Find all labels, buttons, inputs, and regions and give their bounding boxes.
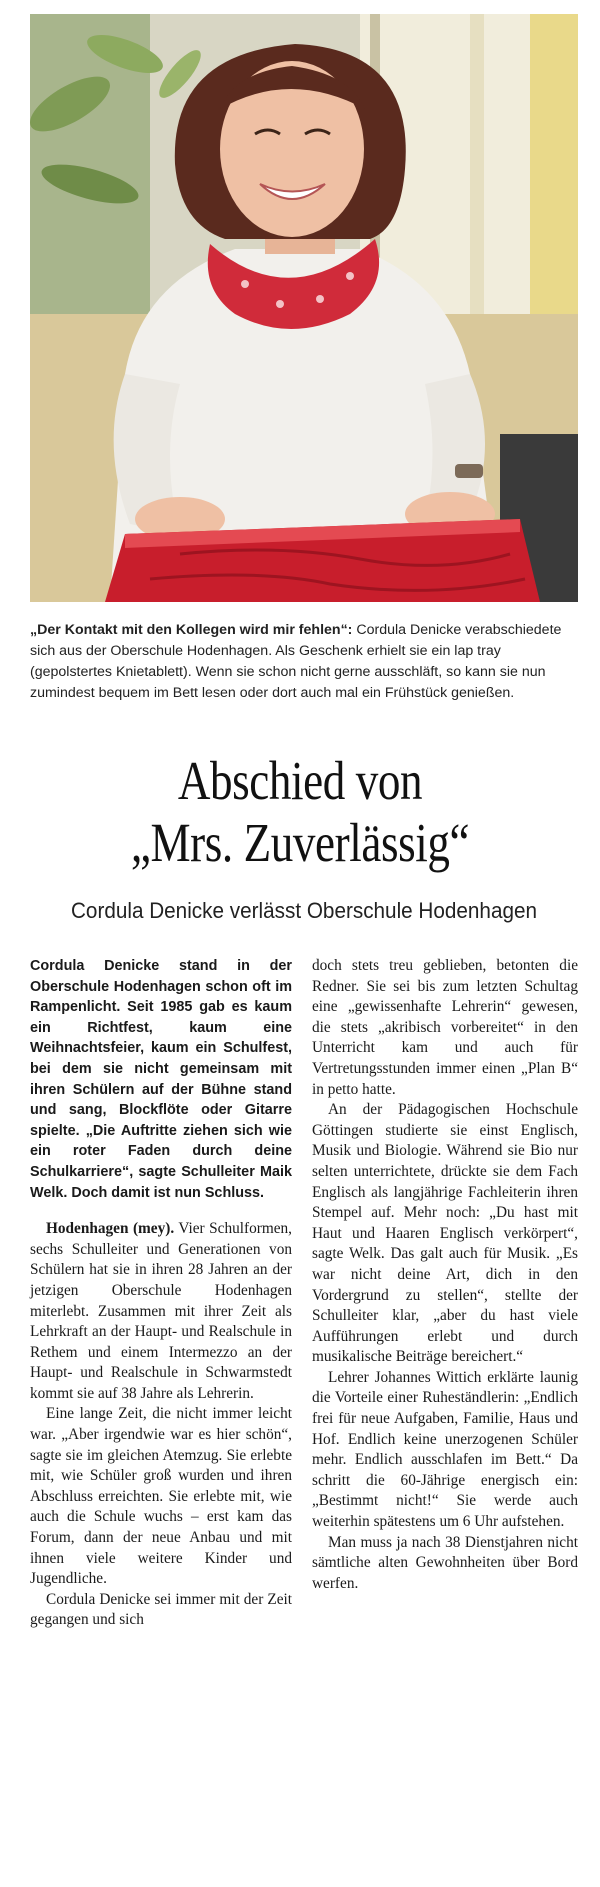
article-paragraph: Man muss ja nach 38 Dienstjahren nicht sämtliche alten Gewohnheiten über Bord werfen. (312, 1533, 578, 1592)
article-column-right (312, 956, 578, 1594)
article-paragraph (30, 1219, 292, 1404)
photo-caption (30, 620, 578, 704)
headline-line-1: Abschied von (177, 750, 423, 811)
article-paragraph: An der Pädagogischen Hochschule Göttingen studierte sie einst Englisch, Musik und Biologie. Während sie Bio nur selten unterrichtete, drückte sie dem Fach Englisch als langjährige Fachleiterin ihren Stempel auf. Mehr noch: „Du hast mit Haut und Haaren Englisch verkörpert“, sagte Welk. Das galt auch für Musik. „Es war nicht deine Art, dich in den Vordergrund zu stellen“, stellte der Schulleiter klar, „aber du hast viele Aufführungen erlebt und durch musikalische Beiträge bereichert.“ (312, 1101, 578, 1366)
article-paragraph: Lehrer Johannes Wittich erklärte launig die Vorteile einer Ruheständlerin: „Endlich frei für neue Aufgaben, Familie, Haus und Hof. Endlich keine unerzogenen Schüler mehr. Endlich ausschlafen im Bett.“ Da schritt die 60-Jährige energisch ein: „Bestimmt nicht!“ Sie werde auch weiterhin spätestens um 6 Uhr aufstehen. (312, 1368, 578, 1531)
caption-text: Cordula Denicke verabschiedete sich aus der Oberschule Hodenhagen. Als Geschenk erhielt sie ein lap tray (gepolstertes Knietablett). Wenn sie schon nicht gerne ausschläft, so kann sie nun zumindest bequem im Bett lesen oder dort auch mal ein Frühstück genießen. (30, 622, 562, 701)
dateline: Hodenhagen (mey). (46, 1220, 175, 1238)
article-lead: Cordula Denicke stand in der Oberschule Hodenhagen schon oft im Rampenlicht. Seit 1985 gab es kaum ein Richtfest, kaum eine Weihnachtsfeier, kaum ein Schulfest, bei dem sie nicht gemeinsam mit ihren Schülern auf der Bühne stand und sang, Blockflöte oder Gitarre spielte. „Die Auftritte ziehen sich wie ein roter Faden durch deine Schulkarriere“, sagte Schulleiter Maik Welk. Doch damit ist nun Schluss. (30, 958, 292, 1201)
woman-with-gift-icon (30, 14, 578, 602)
article-paragraph: Cordula Denicke sei immer mit der Zeit gegangen und sich (30, 1590, 292, 1629)
article-paragraph: doch stets treu geblieben, betonten die Redner. Sie sei bis zum letzten Schultag eine „gewissenhafte Lehrerin“ gewesen, die stets „akribisch vorbereitet“ in den Unterricht kam und auch für Vertretungsstunden immer einen „Plan B“ in petto hatte. (312, 957, 578, 1098)
article-paragraph: Eine lange Zeit, die nicht immer leicht war. „Aber irgendwie war es hier schön“, sagte sie im gleichen Atemzug. Sie erlebte mit, wie Schüler groß wurden und ihren Abschluss erreichten. Sie erlebte mit, wie auch die Schule wuchs – erst kam das Forum, dann der neue Anbau und mit ihnen viele weitere Kinder und Jugendliche. (30, 1405, 292, 1588)
subheadline: Cordula Denicke verlässt Oberschule Hodenhagen (70, 898, 538, 923)
article-photo (30, 14, 578, 602)
article-paragraph-text: Vier Schulformen, sechs Schulleiter und Generationen von Schülern hat sie in ihren 28 Jahren an der jetzigen Oberschule Hodenhagen miterlebt. Zusammen mit ihrer Zeit als Lehrkraft an der Haupt- und Realschule in Rethem und einem Intermezzo an der Haupt- und Realschule in Schwarmstedt kommt sie auf 38 Jahre als Lehrerin. (30, 1220, 292, 1402)
headline (54, 750, 546, 874)
headline-line-2: „Mrs. Zuverlässig“ (130, 812, 470, 873)
article-column-left (30, 956, 292, 1631)
caption-lead: „Der Kontakt mit den Kollegen wird mir fehlen“: (30, 622, 353, 638)
